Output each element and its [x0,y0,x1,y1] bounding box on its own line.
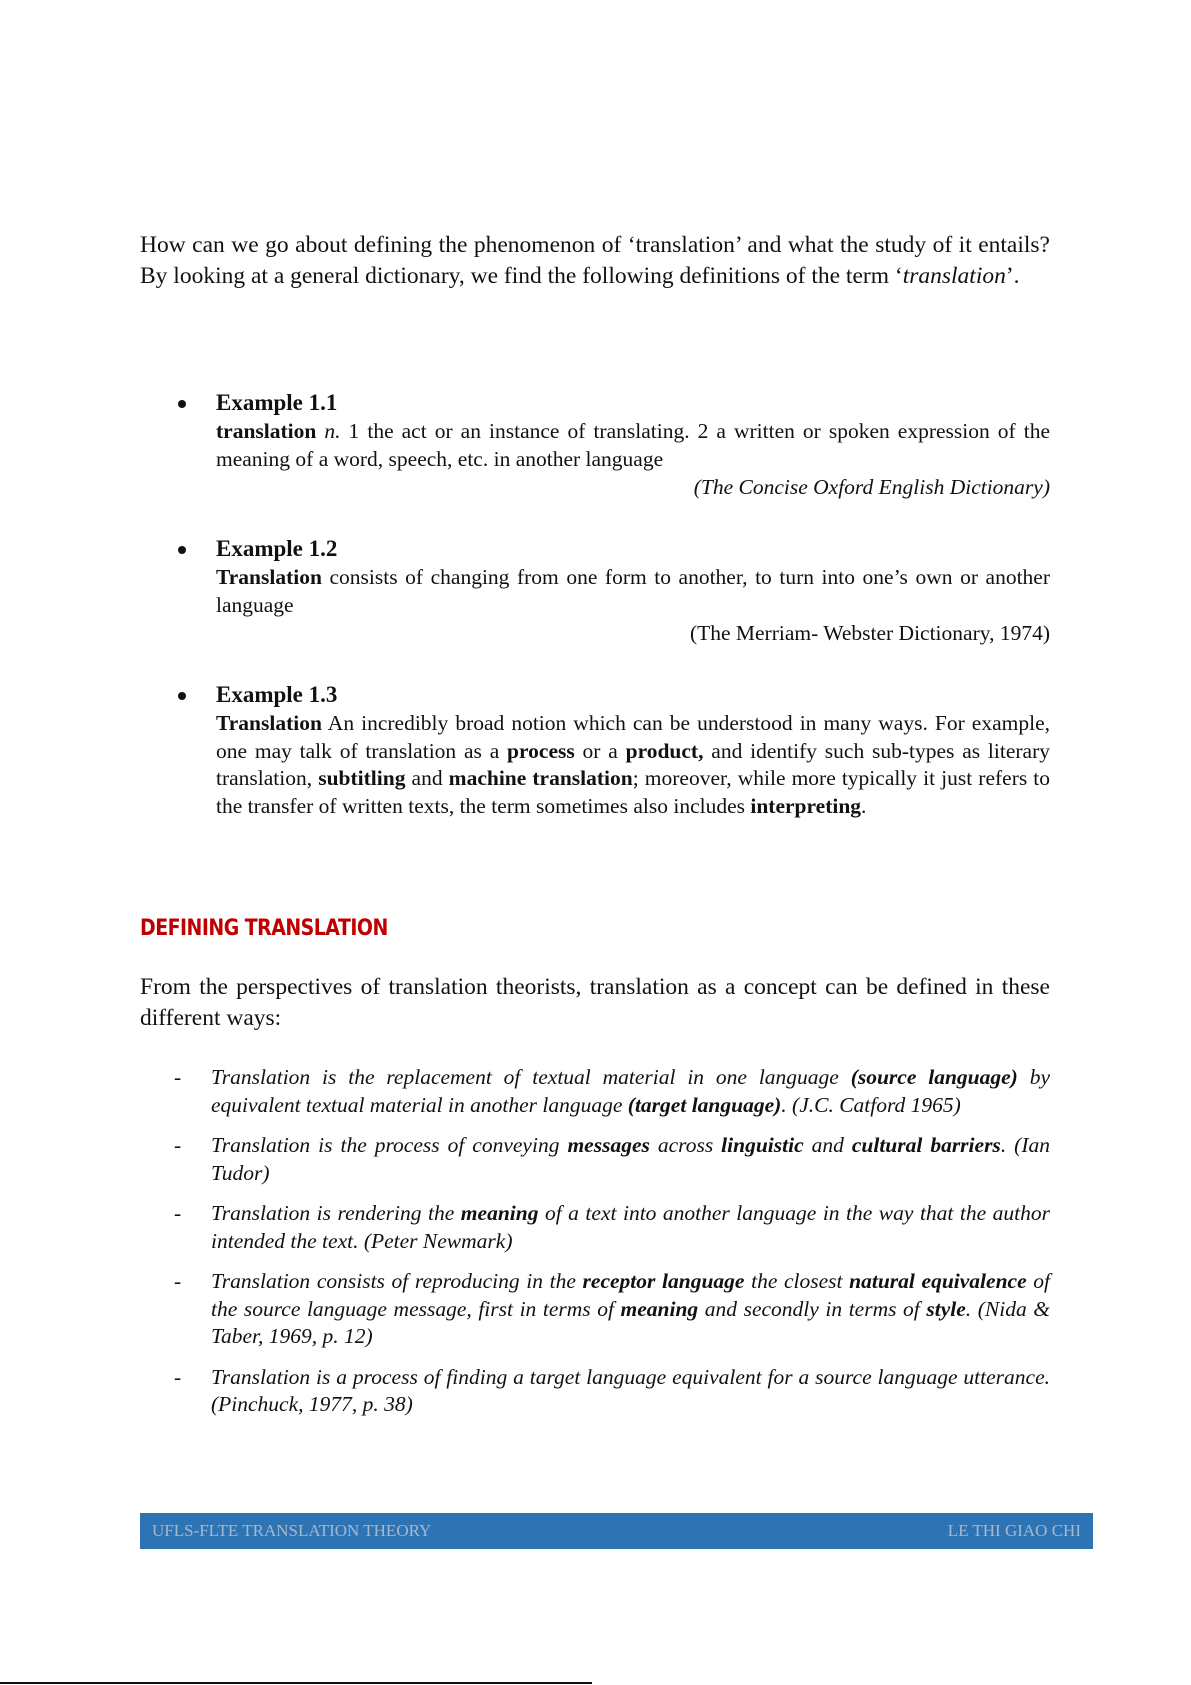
definition-text: An incredibly broad notion which can be understood in many ways. For example, one may talk of translation as a [216,711,1050,763]
definition-text: of the source language message, first in terms of [211,1269,1050,1321]
definition-text: by equivalent textual material in another language [211,1065,1050,1117]
bullet-icon [178,400,186,408]
definition-text: Translation is a process of finding a target language equivalent for a source language utterance. (Pinchuck, 1977, p. 38) [211,1364,1050,1416]
headword: Translation [216,711,322,735]
dash-bullet-icon: - [174,1065,182,1089]
intro-paragraph [140,230,1050,291]
footer-author: LE THI GIAO CHI [947,1521,1081,1540]
example-title: Example 1.3 [216,682,338,707]
definition-text: Translation consists of reproducing in the [211,1269,583,1293]
section-lead-paragraph: From the perspectives of translation theorists, translation as a concept can be defined in these different ways: [140,974,1050,1031]
definition-text: Translation is the process of conveying [211,1133,568,1157]
page-bottom-divider [0,1682,592,1684]
example-body [216,710,1050,820]
intro-text: How can we go about defining the phenomenon of ‘translation’ and what the study of it entails? By looking at a general dictionary, we find the following definitions of the term ‘ [140,232,1050,289]
definition-text: Translation is rendering the [211,1201,461,1225]
intro-text-end: ’. [1005,262,1020,289]
keyword: product, [625,738,704,763]
dash-bullet-icon: - [174,1364,182,1389]
keyword: process [507,738,575,763]
footer-course-title: UFLS-FLTE TRANSLATION THEORY [152,1521,432,1540]
example-source: (The Merriam- Webster Dictionary, 1974) [689,621,1050,645]
definition-text: Translation is the replacement of textual material in one language [211,1065,851,1089]
definition-text: of a text into another language in the way that the author intended the text. (Peter Newmark) [211,1201,1051,1253]
definition-text: . (J.C. Catford 1965) [781,1092,961,1117]
definition-item [140,1064,1050,1119]
definition-text: consists of changing from one form to another, to turn into one’s own or another language [216,565,1050,617]
definition-item [140,1268,1050,1351]
example-title: Example 1.1 [216,390,338,415]
definition-text: 1 the act or an instance of translating. 2 a written or spoken expression of the meaning of a word, speech, etc. in another language [216,419,1051,471]
headword: translation [216,419,317,443]
example-item [140,534,1050,647]
definition-text: and [803,1133,852,1157]
definition-text: ; moreover, while more typically it just refers to the transfer of written texts, the term sometimes also includes [216,766,1051,818]
example-item [140,388,1050,501]
keyword: style [926,1296,966,1321]
definition-text: and secondly in terms of [698,1296,927,1321]
definition-item [140,1132,1050,1187]
definition-text: the closest [744,1269,850,1293]
definition-text: . (Nida & Taber, 1969, p. 12) [211,1296,1050,1348]
dash-bullet-icon: - [174,1133,182,1157]
keyword: receptor language [582,1269,745,1293]
keyword: linguistic [721,1133,804,1157]
definition-text: and [405,766,449,790]
keyword: subtitling [318,766,406,790]
example-body [216,418,1050,473]
bullet-icon [178,692,186,700]
example-source [216,473,1050,501]
keyword: interpreting [750,793,862,818]
definition-text: across [649,1133,722,1157]
keyword: messages [567,1133,650,1157]
example-body [216,564,1050,619]
keyword: meaning [460,1201,539,1225]
keyword: meaning [620,1296,699,1321]
definition-text: . [861,793,867,818]
definitions-list [140,1064,1050,1432]
keyword: (target language) [627,1092,782,1117]
definition-text: and identify such sub-types as literary translation, [216,738,1051,790]
dash-bullet-icon: - [174,1269,182,1293]
bullet-icon [178,546,186,554]
keyword: (source language) [850,1065,1018,1089]
example-title: Example 1.2 [216,536,338,561]
definition-text: or a [574,738,626,763]
example-item [140,680,1050,820]
definition-item [140,1364,1050,1419]
dash-bullet-icon: - [174,1201,182,1225]
keyword: cultural barriers [851,1133,1001,1157]
intro-term: translation [902,262,1006,289]
section-heading: DEFINING TRANSLATION [140,916,388,941]
definition-item [140,1200,1050,1255]
keyword: natural equivalence [849,1269,1027,1293]
page-footer [140,1513,1093,1549]
headword: Translation [216,565,322,589]
source-citation: (The Concise Oxford English Dictionary) [693,475,1050,499]
definition-text: . (Ian Tudor) [211,1133,1050,1185]
keyword: machine translation [448,766,633,790]
part-of-speech: n. [324,419,341,443]
